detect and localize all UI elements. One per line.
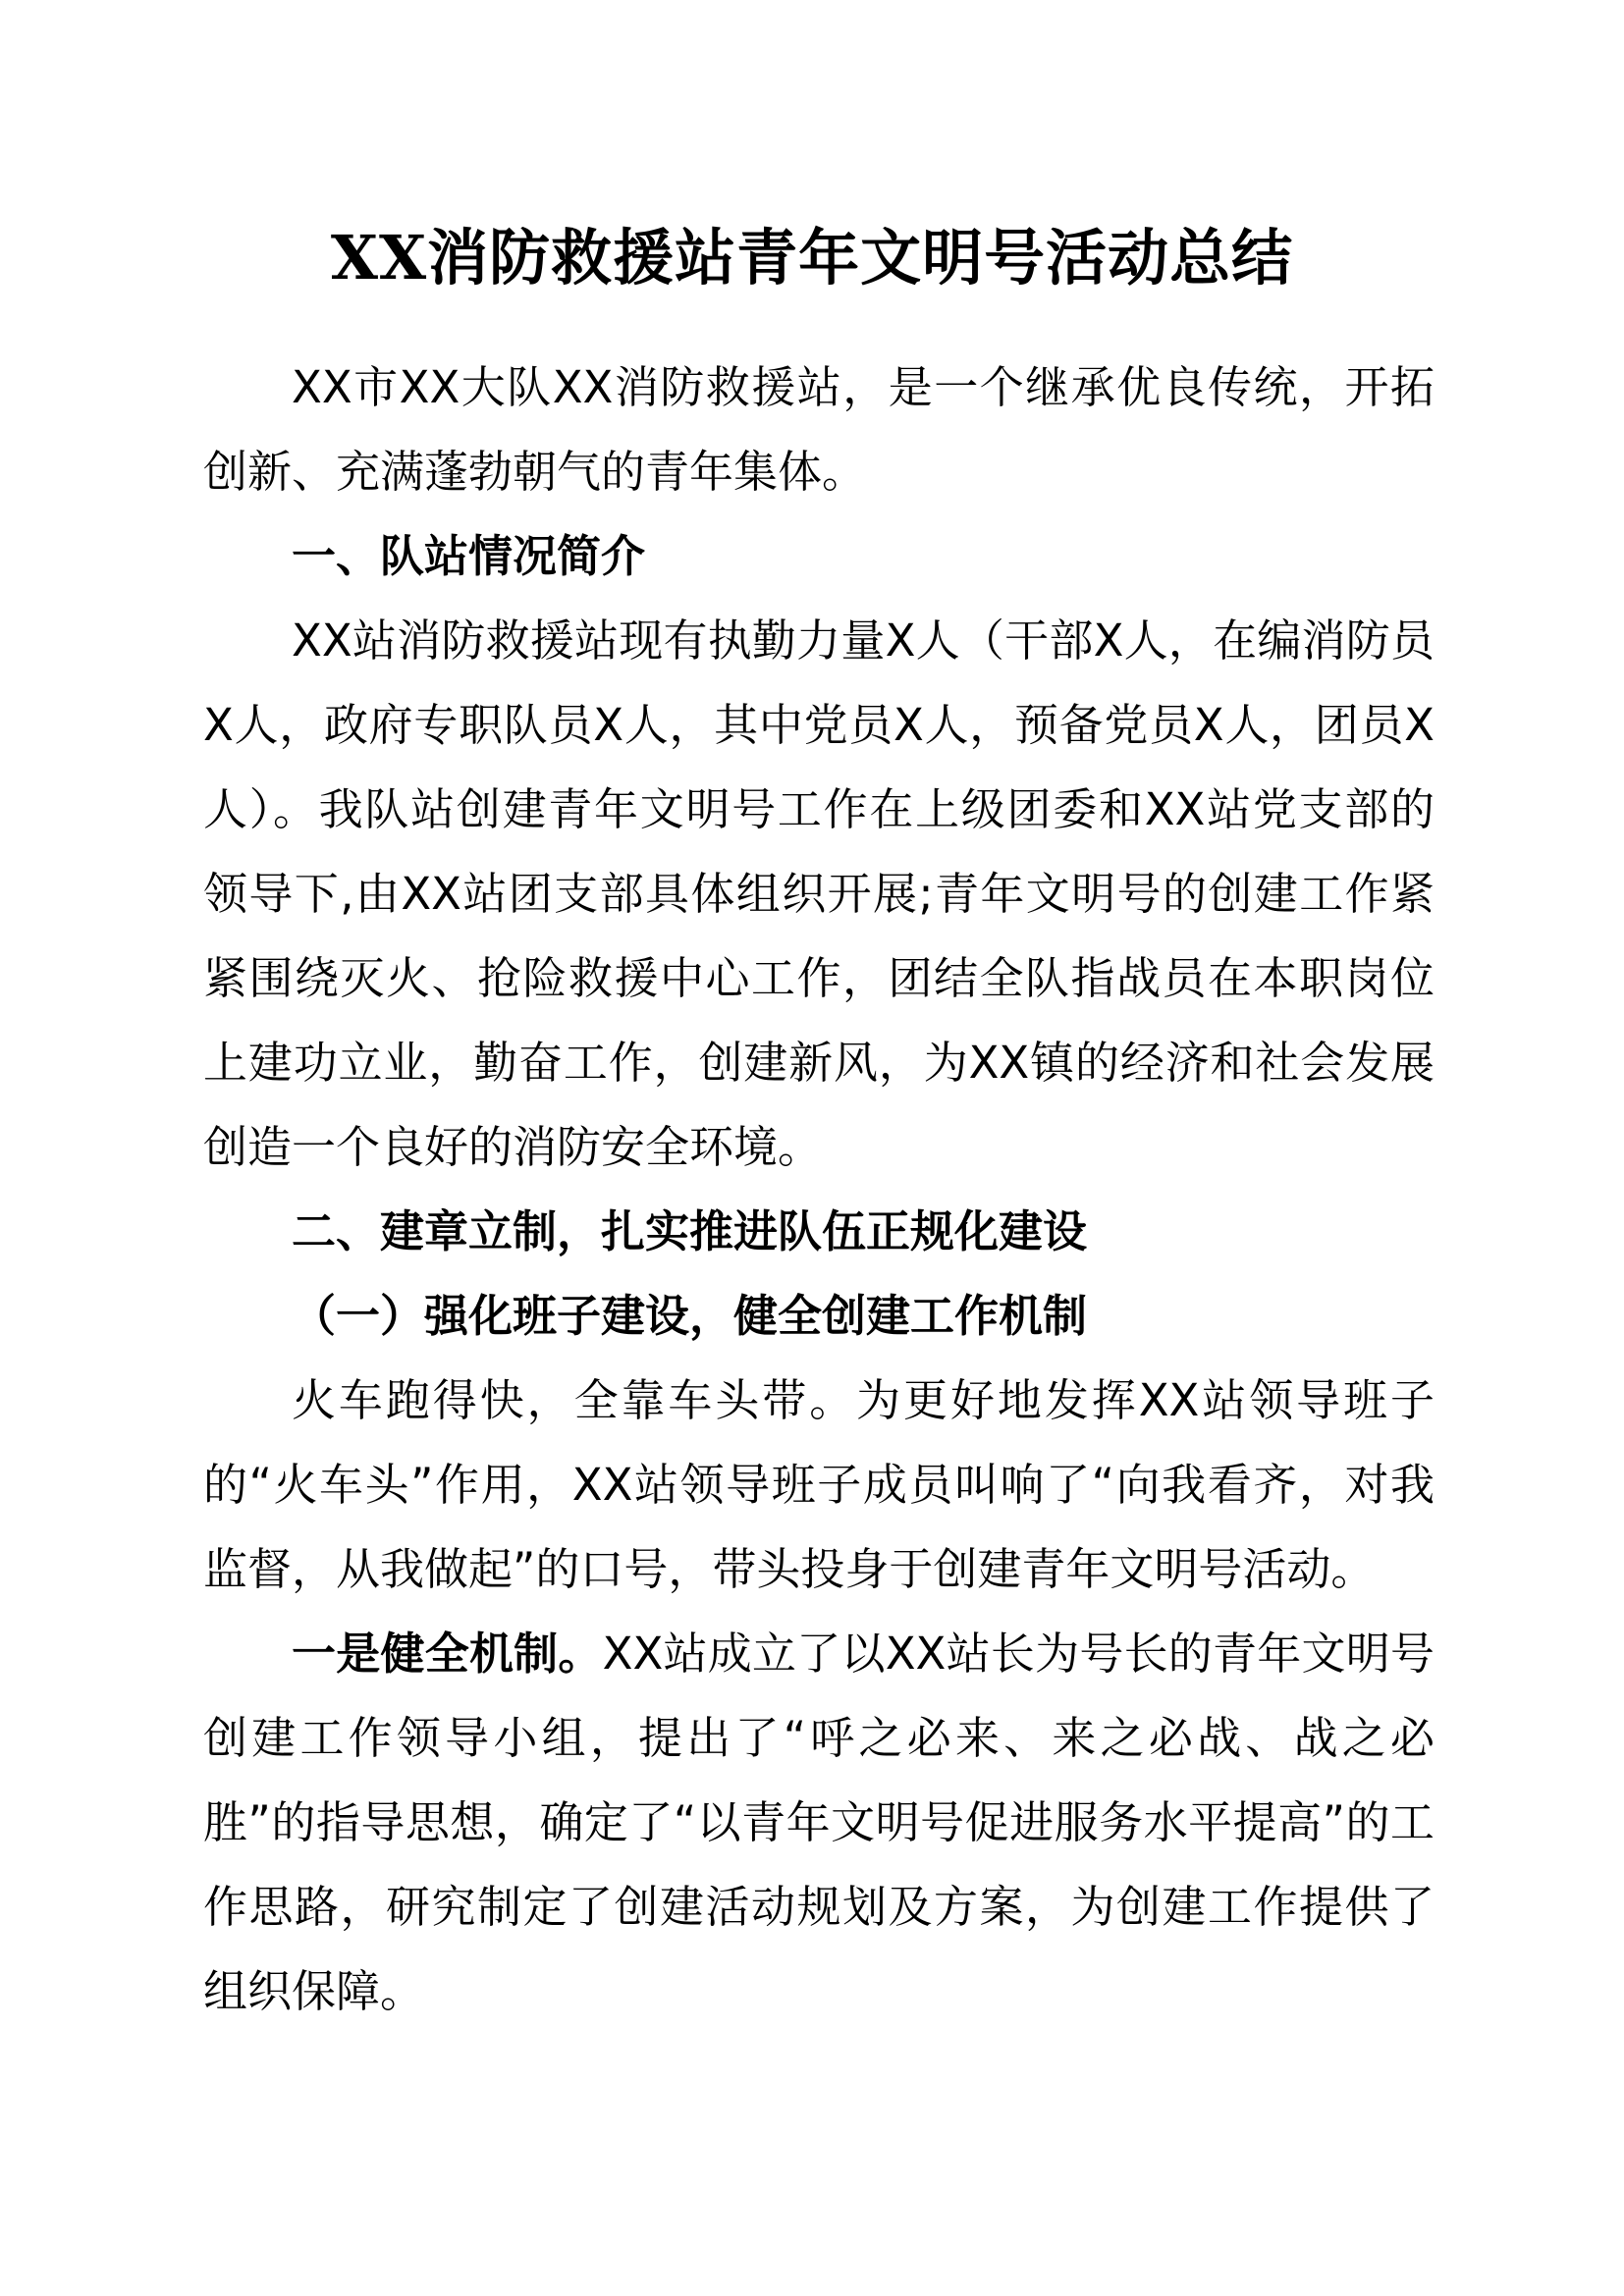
document-body — [203, 346, 1435, 2034]
point1-paragraph — [203, 1612, 1435, 2034]
point1-text: XX站成立了以XX站长为号长的青年文明号创建工作领导小组，提出了“呼之必来、来之必战、战之必胜”的指导思想，确定了“以青年文明号促进服务水平提高”的工作思路，研究制定了创建活动规划及方案，为创建工作提供了组织保障。 — [203, 1628, 1435, 2017]
document-title: XX消防救援站青年文明号活动总结 — [330, 222, 1294, 294]
section2-sub1-paragraph: 火车跑得快，全靠车头带。为更好地发挥XX站领导班子的“火车头”作用，XX站领导班子成员叫响了“向我看齐，对我监督，从我做起”的口号，带头投身于创建青年文明号活动。 — [203, 1374, 1435, 1595]
point1-lead: 一是健全机制。 — [292, 1628, 603, 1680]
section2-heading: 二、建章立制，扎实推进队伍正规化建设 — [292, 1205, 1088, 1257]
intro-paragraph: XX市XX大队XX消防救援站，是一个继承优良传统，开拓创新、充满蓬勃朝气的青年集体。 — [203, 361, 1435, 498]
section2-sub1-heading: （一）强化班子建设，健全创建工作机制 — [292, 1290, 1088, 1342]
section1-heading: 一、队站情况简介 — [292, 530, 646, 582]
section1-paragraph: XX站消防救援站现有执勤力量X人（干部X人，在编消防员X人，政府专职队员X人，其中党员X人，预备党员X人，团员X人）。我队站创建青年文明号工作在上级团委和XX站党支部的领导下,由XX站团支部具体组织开展;青年文明号的创建工作紧紧围绕灭火、抢险救援中心工作，团结全队指战员在本职岗位上建功立业，勤奋工作，创建新风，为XX镇的经济和社会发展创造一个良好的消防安全环境。 — [203, 614, 1435, 1173]
